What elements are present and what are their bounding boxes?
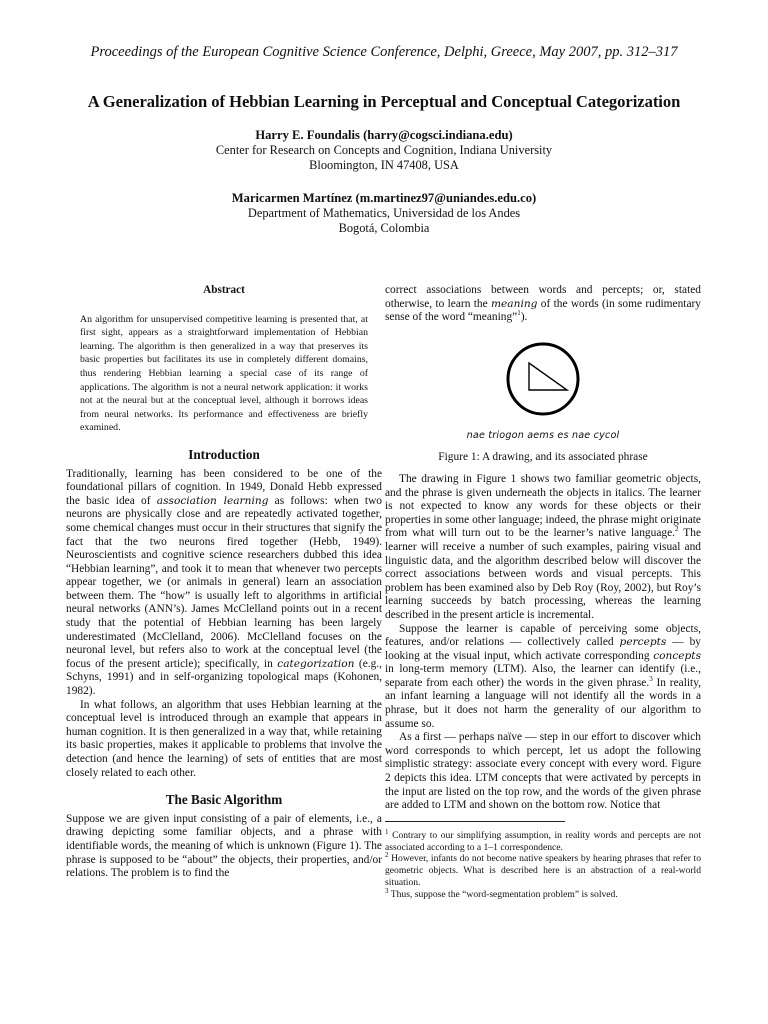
footnote-divider [385,821,565,822]
footnote: $^3$ Thus, suppose the “word-segmentation problem” is solved. [385,886,618,900]
term-percepts: percepts [619,636,667,649]
body-paragraph: As a first — perhaps naïve — step in our effort to discover which word corresponds to which percept, let us adopt the following simplistic strategy: associate every concept with every word. Figure 2 depicts this idea. LTM concepts that were activated by percepts in the input are listed on the top row, and the words of the given phrase are added to LTM and shown on the bottom row. Notice that [385,731,701,812]
author-address: Bloomington, IN 47408, USA [309,158,459,172]
abstract-heading: Abstract [203,284,245,296]
figure-1-svg [385,325,701,429]
circle-shape [508,344,578,414]
running-head: Proceedings of the European Cognitive Science Conference, Delphi, Greece, May 2007, pp. 312–317 [90,44,678,60]
author-block [0,191,768,236]
footnote: $^1$ Contrary to our simplifying assumption, in reality words and percepts are not associated according to a 1–1 correspondence. [385,827,701,853]
intro-paragraph: In what follows, an algorithm that uses Hebbian learning at the conceptual level is introduced through an example that appears in human cognition. It is then generalized in a way that, while retaining its basic properties, makes it applicable to problems that involve the detection (and hence the learning) of sets of entities that are most closely related to each other. [66,698,382,779]
basic-paragraph: Suppose we are given input consisting of a pair of elements, i.e., a drawing depicting some familiar objects, and a phrase with identifiable words, the meaning of which is unknown (Figure 1). The phrase is supposed to be “about” the objects, their properties, and/or relations. The problem is to find the [66,812,382,880]
right-column [385,284,701,901]
term-concepts: concepts [653,649,701,662]
intro-paragraph: Traditionally, learning has been considered to be one of the foundational pillars of cognition. In 1949, Donald Hebb expressed the basic idea of association learning as follows: when two neurons are physically close and are repeatedly activated together, some chemical changes must occur in their structures that signify the fact that the two neurons fired together (Hebb, 1949). Neuroscientists and cognitive science researchers dubbed this idea “Hebbian learning”, and took it to mean that whenever two percepts appear together, we (or animals in general) learn an association between them. The “how” is usually left to algorithms in artificial neural networks (ANN’s). James McClelland points out in a recent study that the potential of Hebbian learning has been largely underestimated (McClelland, 2006). McClelland focuses on the neuronal level, but refers also to work at the conceptual level (the focus of the present article); specifically, in categorization (e.g., Schyns, 1991) and in self-organizing topological maps (Kohonen, 1982). [66,467,382,698]
continued-paragraph: correct associations between words and percepts; or, stated otherwise, to learn the meaning of the words (in some rudimentary sense of the word “meaning”$^1$). [385,284,702,324]
body-paragraph: Suppose the learner is capable of perceiving some objects, features, and/or relations — collectively called percepts — by looking at the visual input, which activate corresponding concepts in long-term memory (LTM). Also, the learner can identify (i.e., separate from each other) the words in the given phrase.$^3$ In reality, an infant learning a language will not identify all the words in a phrase, but it does not harm the generality of our algorithm to assume so. [385,622,701,730]
body-paragraph: The drawing in Figure 1 shows two familiar geometric objects, and the phrase is given underneath the objects in italics. The learner is not expected to know any words for these objects or their properties in some other language; indeed, the phrase might originate from what will turn out to be the learner’s native language.$^2$ The learner will receive a number of such examples, pairing visual and linguistic data, and the algorithm described below will discover the correct associations between words and visual percepts. This problem has been examined also by Deb Roy (Roy, 2002), but Roy’s learning succeeds by batch processing, whereas the learning described in the present article is incremental. [385,472,701,621]
figure-caption: Figure 1: A drawing, and its associated phrase [438,451,648,464]
section-heading-introduction: Introduction [188,446,260,462]
author-list [0,128,768,254]
figure-1-drawing [385,325,701,429]
left-column [66,284,382,881]
term-association-learning: association learning [156,494,269,507]
figure-phrase: nae triogon aems es nae cycol [466,429,620,441]
triangle-shape [529,363,567,390]
term-meaning: meaning [490,297,538,310]
footnote: $^2$ However, infants do not become native speakers by hearing phrases that refer to geometric objects. What is described here is an abstraction of a real-world situation. [385,851,701,888]
author-name: Harry E. Foundalis (harry@cogsci.indiana.edu) [255,128,513,142]
author-affiliation: Center for Research on Concepts and Cognition, Indiana University [215,143,553,157]
footnotes [385,827,701,901]
author-block [0,128,768,173]
author-address: Bogotá, Colombia [338,221,430,235]
term-categorization: categorization [277,657,355,670]
author-affiliation: Department of Mathematics, Universidad de los Andes [247,206,521,220]
paper-title: A Generalization of Hebbian Learning in Perceptual and Conceptual Categorization [87,92,681,111]
section-heading-basic-algorithm: The Basic Algorithm [165,792,283,808]
abstract-text: An algorithm for unsupervised competitive learning is presented that, at first sight, appears as a straightforward implementation of Hebbian learning. The algorithm is then generalized in a way that preserves its basic properties but facilitates its use in completely different domains, thus rendering Hebbian learning a special case of its range of applications. The algorithm is not a neural network application: it works not at the neural but at the conceptual level, although it borrows ideas from neural networks. Its performance and effectiveness are briefly examined. [80,313,368,434]
author-name: Maricarmen Martínez (m.martinez97@uniandes.edu.co) [231,191,537,205]
